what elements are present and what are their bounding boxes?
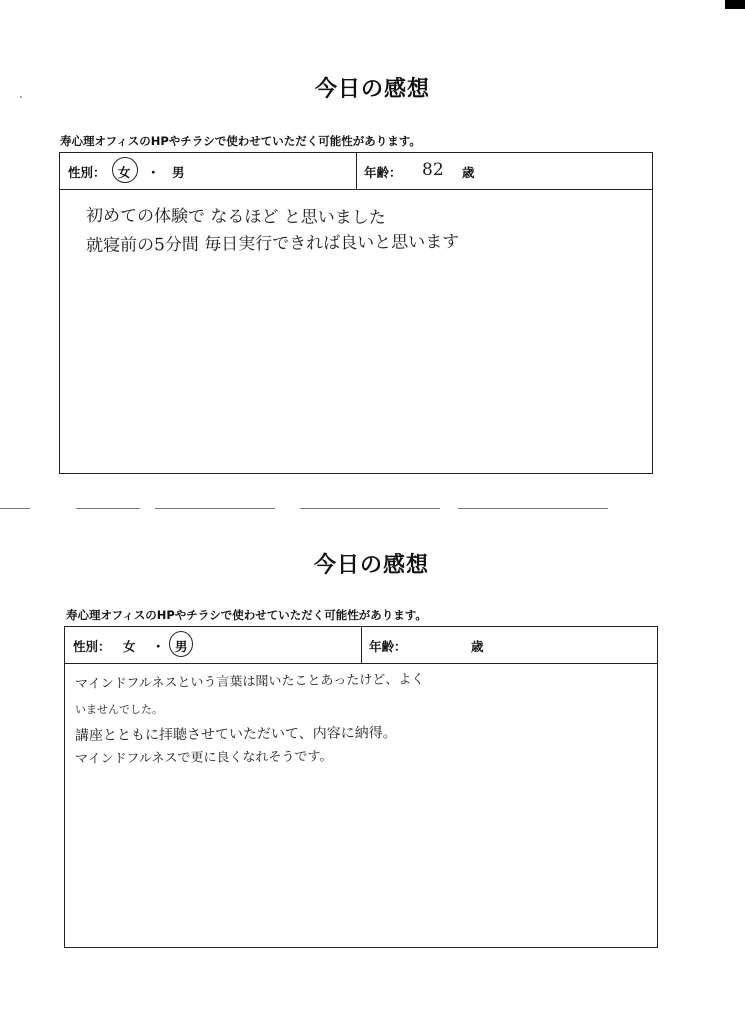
gender-separator: ・ [152,639,165,654]
header-row [65,627,657,664]
age-label: 年齢： [369,639,407,654]
feedback-form [64,626,658,948]
comment-line: 就寝前の5分間 毎日実行できれば良いと思います [85,232,460,256]
sheet-title: 今日の感想 [313,553,429,578]
gender-label: 性別： [73,639,111,654]
usage-note: 寿心理オフィスのHPやチラシで使わせていただく可能性があります。 [66,608,427,622]
age-unit: 歳 [471,639,484,654]
gender-option-female[interactable]: 女 [118,165,131,180]
age-unit: 歳 [462,165,475,180]
age-label: 年齢： [364,165,402,180]
age-value[interactable]: 82 [422,160,444,180]
gender-option-male[interactable]: 男 [175,639,188,654]
gender-separator: ・ [147,165,160,180]
sheet-title: 今日の感想 [314,77,430,102]
gender-cell [65,627,362,663]
age-cell [361,627,657,663]
usage-note: 寿心理オフィスのHPやチラシで使わせていただく可能性があります。 [60,134,421,148]
comment-line: 初めての体験で なるほど と思いました [85,206,386,229]
gender-option-female[interactable]: 女 [123,639,136,654]
gender-label: 性別： [68,165,106,180]
comment-line: 講座とともに拝聴させていただいて、内容に納得。 [74,725,397,744]
comment-line: マインドフルネスで更に良くなれそうです。 [74,749,333,767]
comment-line: マインドフルネスという言葉は聞いたことあったけど、よく [74,672,425,692]
comment-line: いませんでした。 [75,703,163,716]
gender-option-male[interactable]: 男 [172,165,185,180]
